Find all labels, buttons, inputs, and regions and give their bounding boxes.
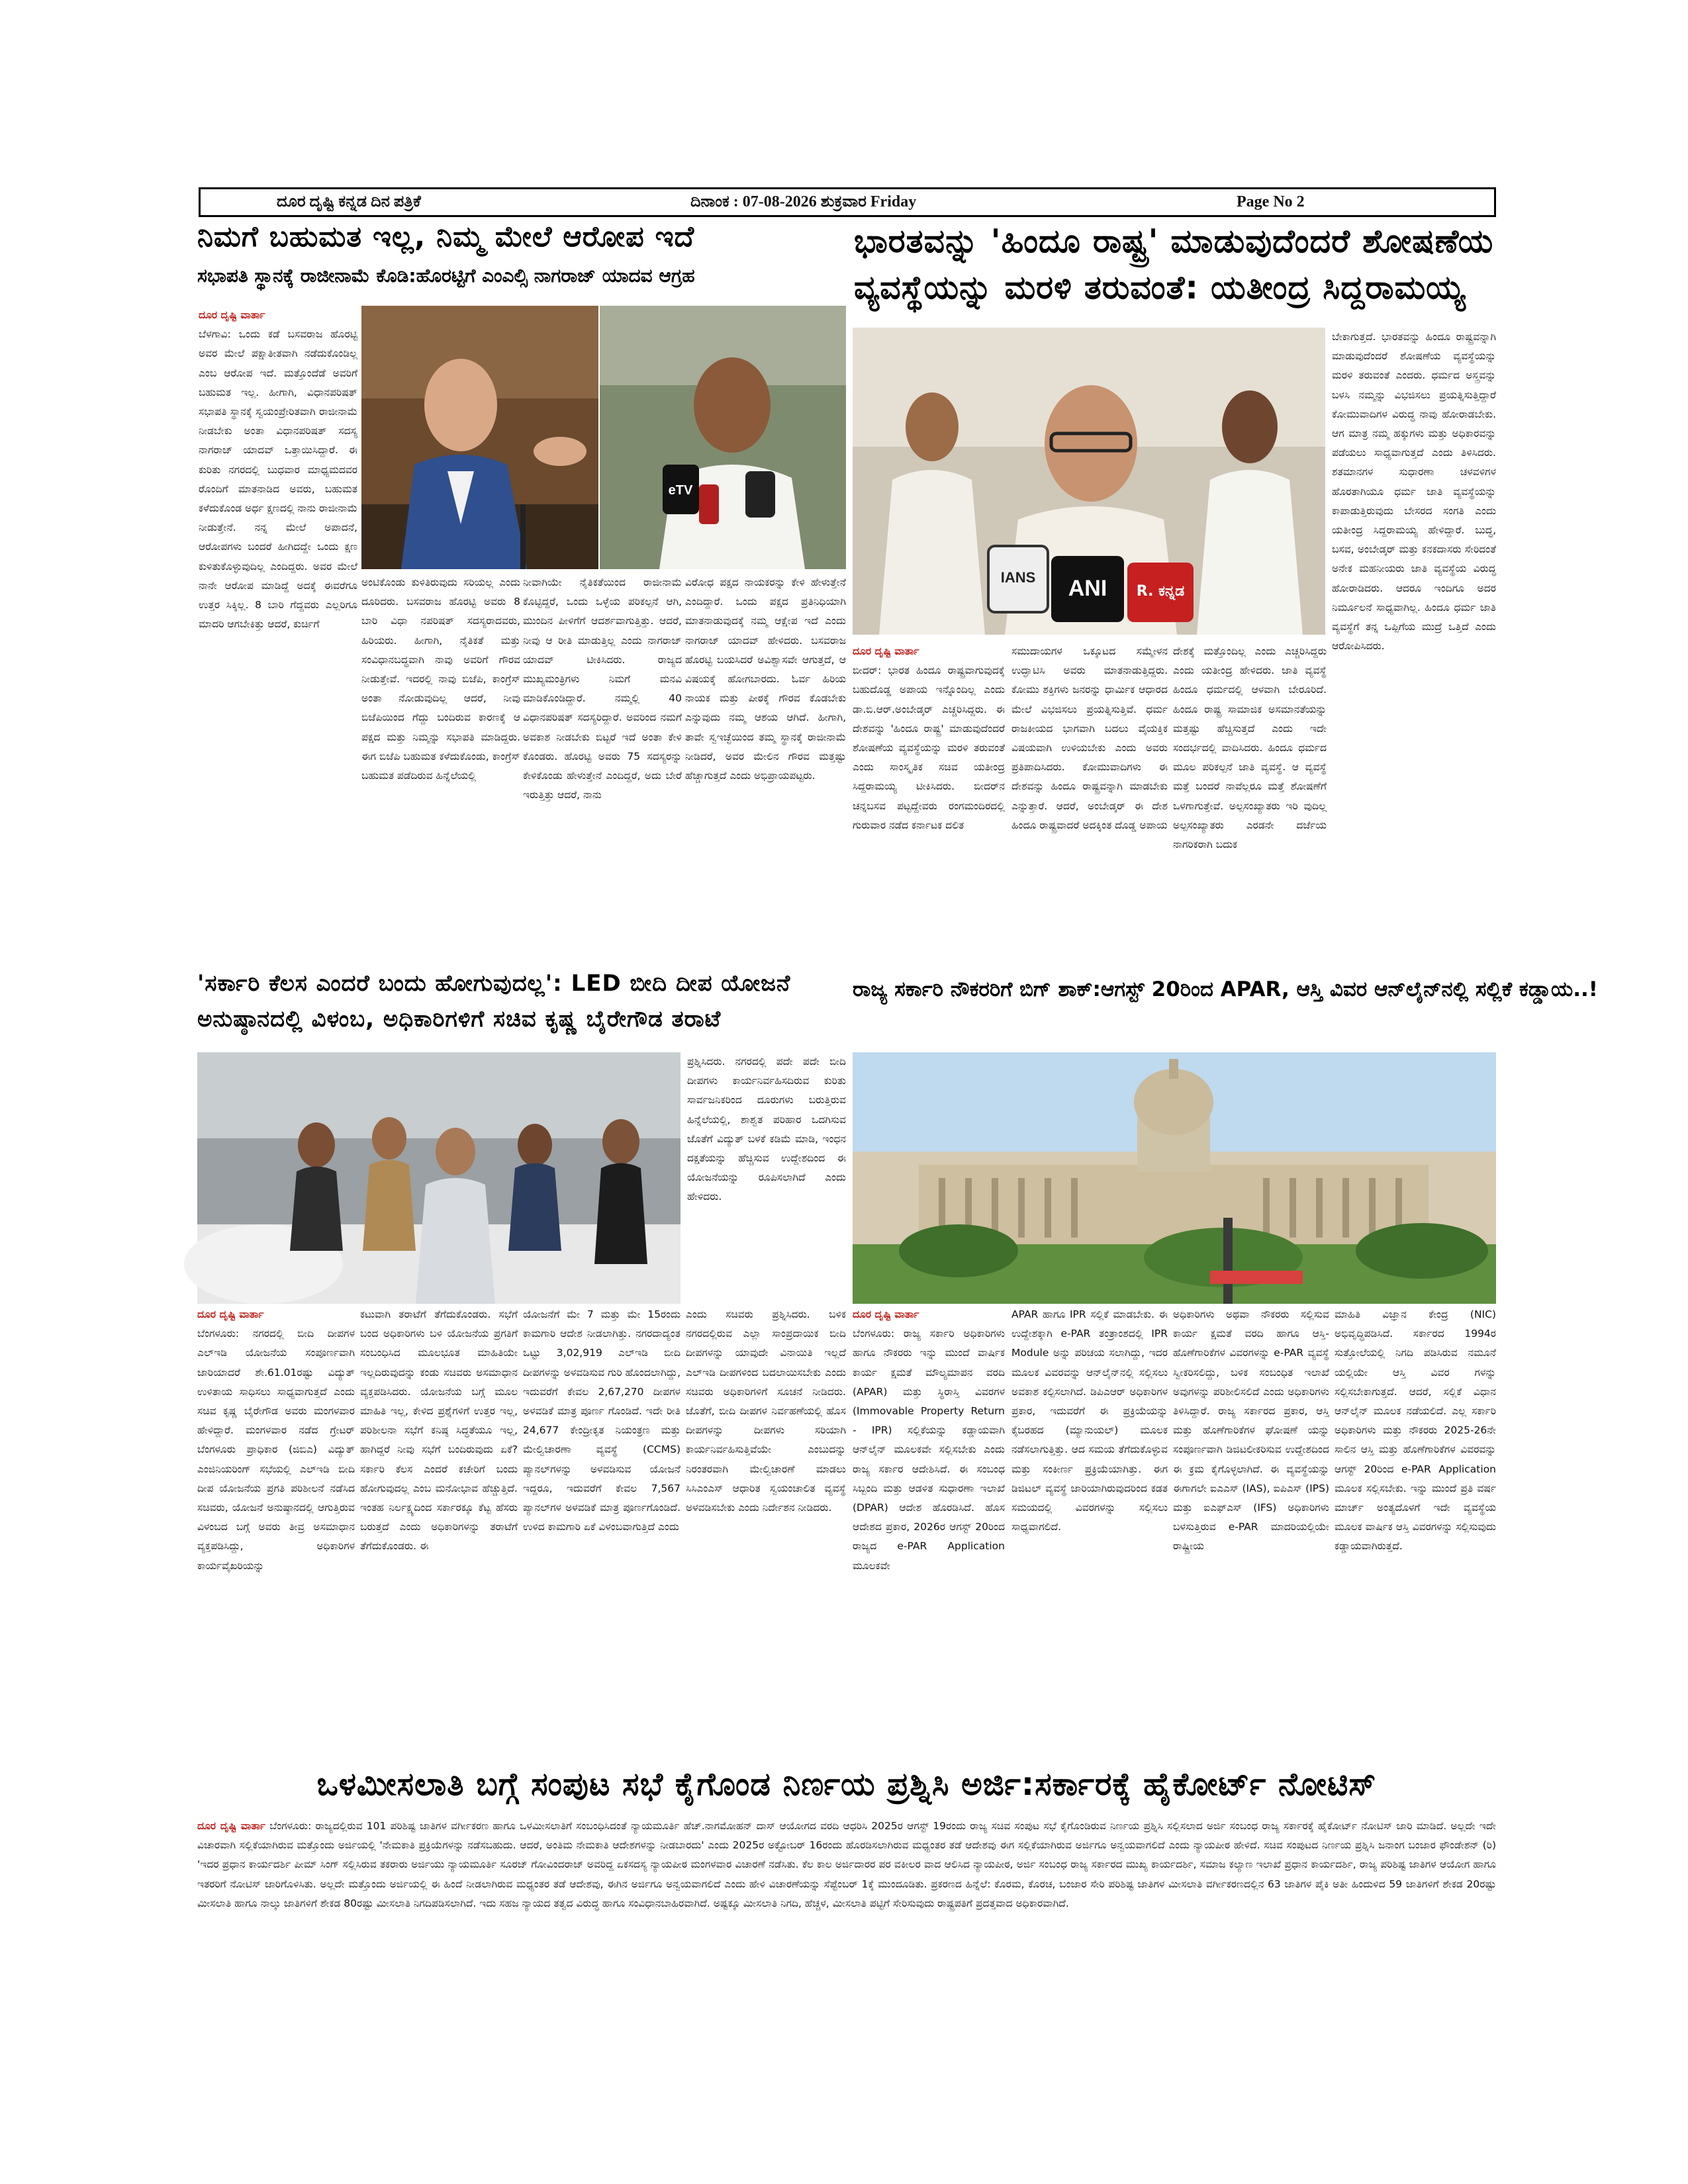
story2-photo-yathindra: [853, 328, 1325, 635]
story3-headline-line2: ಅನುಷ್ಠಾನದಲ್ಲಿ ವಿಳಂಬ, ಅಧಿಕಾರಿಗಳಿಗೆ ಸಚಿವ ಕೃಷ್ಣ ಬೈರೇಗೌಡ ತರಾಟೆ: [197, 1006, 722, 1032]
story1-photo-nagaraj: [600, 306, 846, 569]
mic-ians-label: IANS: [1000, 569, 1036, 586]
story1-column-4: ವಿರೋಧ ಪಕ್ಷದ ನಾಯಕರನ್ನು ಕೇಳಿ ಹೇಳುತ್ತೇನೆ ಎಂದಿದ್ದಾರೆ. ಒಂದು ಪಕ್ಷದ ಪ್ರತಿನಿಧಿಯಾಗಿ ಮಾತನಾಡುವುದಕ್ಕೆ ನಮ್ಮ ಆಕ್ಷೇಪ ಇದೆ ಎಂದು ನಾಗರಾಜ್ ಯಾದವ್ ಹೇಳಿದರು. ಬಸವರಾಜ ಹೊರಟ್ಟಿ ಬಯಸಿದರೆ ಅವಿಶ್ವಾಸವೇ ಆಗುತ್ತದೆ, ಆ ವಿಷಯಕ್ಕೆ ಹೋಗಬಾರದು. ಓರ್ವ ಹಿರಿಯ ನಾಯಕ ಮತ್ತು ಪೀಠಕ್ಕೆ ಗೌರವ ಕೊಡಬೇಕು ಎನ್ನುವುದು ನಮ್ಮ ಆಶಯ ಆಗಿದೆ. ಹೀಗಾಗಿ, ತಾವೇ ಸ್ವಇಚ್ಛೆಯಿಂದ ತಮ್ಮ ಸ್ಥಾನಕ್ಕೆ ರಾಜೀನಾಮೆ ನೀಡಿದರೆ, ಅವರ ಮೇಲಿನ ಗೌರವ ಮತ್ತಷ್ಟು ಹೆಚ್ಚಾಗುತ್ತದೆ ಎಂದು ಅಭಿಪ್ರಾಯಪಟ್ಟರು.: [685, 576, 846, 782]
page-number: Page No 2: [1237, 193, 1305, 210]
story1-photo-horatti: [361, 306, 598, 569]
mic-logo-text: eTV: [668, 483, 693, 498]
story4-column-1: ದೂರ ದೃಷ್ಟಿ ವಾರ್ತಾ ಬೆಂಗಳೂರು: ರಾಜ್ಯ ಸರ್ಕಾರಿ ಅಧಿಕಾರಿಗಳು ಹಾಗೂ ನೌಕರರು ಇನ್ನು ಮುಂದೆ ವಾರ್ಷಿಕ ಕಾರ್ಯ ಕ್ಷಮತೆ ಮೌಲ್ಯಮಾಪನ ವರದಿ (APAR) ಮತ್ತು ಸ್ಥಿರಾಸ್ತಿ ವಿವರಗಳ (Immovable Property Return - IPR) ಸಲ್ಲಿಕೆಯನ್ನು ಕಡ್ಡಾಯವಾಗಿ ಆನ್‌ಲೈನ್ ಮೂಲಕವೇ ಸಲ್ಲಿಸಬೇಕು ಎಂದು ರಾಜ್ಯ ಸರ್ಕಾರ ಆದೇಶಿಸಿದೆ. ಈ ಸಂಬಂಧ ಸಿಬ್ಬಂದಿ ಮತ್ತು ಆಡಳಿತ ಸುಧಾರಣಾ ಇಲಾಖೆ (DPAR) ಆದೇಶ ಹೊರಡಿಸಿದೆ. ಹೊಸ ಆದೇಶದ ಪ್ರಕಾರ, 2026ರ ಆಗಸ್ಟ್ 20ರಿಂದ ರಾಜ್ಯದ e-PAR Application ಮೂಲಕವೇ: [853, 1308, 1005, 1572]
story4-column-4: ಮಾಹಿತಿ ವಿಜ್ಞಾನ ಕೇಂದ್ರ (NIC) ಅಭಿವೃದ್ಧಿಪಡಿಸಿದೆ. ಸರ್ಕಾರದ 1994ರ ಸುತ್ತೋಲೆಯಲ್ಲಿ ನಿಗದಿ ಪಡಿಸಿರುವ ನಮೂನೆ ಯಲ್ಲಿಯೇ ಆಸ್ತಿ ವಿವರ ಗಳನ್ನು ಸಲ್ಲಿಸಬೇಕಾಗುತ್ತದೆ. ಆದರೆ, ಸಲ್ಲಿಕೆ ವಿಧಾನ ಆನ್‌ಲೈನ್ ಮೂಲಕ ನಡೆಯಲಿದೆ. ಎಲ್ಲ ಸರ್ಕಾರಿ ಅಧಿಕಾರಿಗಳು ಮತ್ತು ನೌಕರರು 2025-26ನೇ ಸಾಲಿನ ಆಸ್ತಿ ಮತ್ತು ಹೊಣೆಗಾರಿಕೆಗಳ ವಿವರವನ್ನು ಆಗಸ್ಟ್ 20ರಿಂದ e-PAR Application ಮೂಲಕ ಸಲ್ಲಿಸಬೇಕು. ಇನ್ನು ಮುಂದೆ ಪ್ರತಿ ವರ್ಷ ಮಾರ್ಚ್ ಅಂತ್ಯದೊಳಗೆ ಇದೇ ವ್ಯವಸ್ಥೆಯ ಮೂಲಕ ವಾರ್ಷಿಕ ಆಸ್ತಿ ವಿವರಗಳನ್ನು ಸಲ್ಲಿಸುವುದು ಕಡ್ಡಾಯವಾಗಿರುತ್ತದೆ.: [1335, 1308, 1496, 1553]
story3-column-4: ಎಂದು ಸಚಿವರು ಪ್ರಶ್ನಿಸಿದರು. ಬಳಿಕ ನಗರದಲ್ಲಿರುವ ಎಲ್ಲಾ ಸಾಂಪ್ರದಾಯಿಕ ಬೀದಿ ದೀಪಗಳನ್ನು ಯಾವುದೇ ವಿನಾಯಿತಿ ಇಲ್ಲದೆ ಎಲ್‌ಇಡಿ ದೀಪಗಳಿಂದ ಬದಲಾಯಿಸಬೇಕು ಎಂದು ಸಚಿವರು ಅಧಿಕಾರಿಗಳಿಗೆ ಸೂಚನೆ ನೀಡಿದರು. ಜೊತೆಗೆ, ಬೀದಿ ದೀಪಗಳ ನಿರ್ವಹಣೆಯಲ್ಲಿ ಹೊಸ ದೀಪಗಳನ್ನು ದೀಪಗಳು ಸರಿಯಾಗಿ ಕಾರ್ಯನಿರ್ವಹಿಸುತ್ತಿವೆಯೇ ಎಂಬುದನ್ನು ನಿರಂತರವಾಗಿ ಮೇಲ್ವಿಚಾರಣೆ ಮಾಡಲು ಸಿಸಿಎಂಎಸ್ ಆಧಾರಿತ ಸ್ವಯಂಚಾಲಿತ ವ್ಯವಸ್ಥೆ ಅಳವಡಿಸಬೇಕು ಎಂದು ನಿರ್ದೇಶನ ನೀಡಿದರು.: [686, 1308, 846, 1514]
story5-body: ದೂರ ದೃಷ್ಟಿ ವಾರ್ತಾ ಬೆಂಗಳೂರು: ರಾಜ್ಯದಲ್ಲಿರುವ 101 ಪರಿಶಿಷ್ಟ ಜಾತಿಗಳ ವರ್ಗೀಕರಣ ಹಾಗೂ ಒಳಮೀಸಲಾತಿಗೆ ಸಂಬಂಧಿಸಿದಂತೆ ನ್ಯಾಯಮೂರ್ತಿ ಹೆಚ್.ನಾಗಮೋಹನ್ ದಾಸ್ ಆಯೋಗದ ವರದಿ ಆಧರಿಸಿ 2025ರ ಆಗಸ್ಟ್ 19ರಂದು ರಾಜ್ಯ ಸಚಿವ ಸಂಪುಟ ಸಭೆ ಕೈಗೊಂಡಿರುವ ನಿರ್ಣಯ ಪ್ರಶ್ನಿಸಿ ಸಲ್ಲಿಸಲಾದ ಅರ್ಜಿ ಸಂಬಂಧ ರಾಜ್ಯ ಸರ್ಕಾರಕ್ಕೆ ಹೈಕೋರ್ಟ್ ನೋಟಿಸ್ ಜಾರಿ ಮಾಡಿದೆ. ಅಲ್ಲದೇ ಇದೇ ವಿಚಾರವಾಗಿ ಸಲ್ಲಿಕೆಯಾಗಿರುವ ಮತ್ತೊಂದು ಅರ್ಜಿಯಲ್ಲಿ 'ನೇಮಕಾತಿ ಪ್ರಕ್ರಿಯೆಗಳನ್ನು ನಡೆಸಬಹುದು. ಆದರೆ, ಅಂತಿಮ ನೇಮಕಾತಿ ಆದೇಶಗಳನ್ನು ನೀಡಬಾರದು' ಎಂದು 2025ರ ಅಕ್ಟೋಬರ್ 16ರಂದು ಹೊರಡಿಸಲಾಗಿರುವ ಮಧ್ಯಂತರ ತಡೆ ಆದೇಶವು ಈಗ ಸಲ್ಲಿಕೆಯಾಗಿರುವ ಅರ್ಜಿಗೂ ಅನ್ವಯವಾಗಲಿದೆ ಎಂದು ನ್ಯಾಯಪೀಠ ಹೇಳಿದೆ. ಸಚಿವ ಸಂಪುಟದ ನಿರ್ಣಯ ಪ್ರಶ್ನಿಸಿ ಜನಾಂಗ ಬಂಜಾರ ಫೌಂಡೇಶನ್ (ರಿ) 'ಇದರ ಪ್ರಧಾನ ಕಾರ್ಯದರ್ಶಿ ಪೀಮ್ ಸಿಂಗ್ ಸಲ್ಲಿಸಿರುವ ತಕರಾರು ಅರ್ಜಿಯು ನ್ಯಾಯಮೂರ್ತಿ ಸೂರಜ್ ಗೋವಿಂದರಾಜ್ ಅವರಿದ್ದ ಏಕಸದಸ್ಯ ನ್ಯಾಯಪೀಠ ಮಂಗಳವಾರ ವಿಚಾರಣೆ ನಡೆಸಿತು. ಕೆಲ ಕಾಲ ಅರ್ಜಿದಾರರ ಪರ ವಕೀಲರ ವಾದ ಆಲಿಸಿದ ನ್ಯಾಯಪೀಠ, ಅರ್ಜಿ ಸಂಬಂಧ ರಾಜ್ಯ ಸರ್ಕಾರದ ಮುಖ್ಯ ಕಾರ್ಯದರ್ಶಿ, ಸಮಾಜ ಕಲ್ಯಾಣ ಇಲಾಖೆ ಪ್ರಧಾನ ಕಾರ್ಯದರ್ಶಿ, ರಾಜ್ಯ ಪರಿಶಿಷ್ಟ ಜಾತಿಗಳ ಆಯೋಗ ಹಾಗೂ ಇತರರಿಗೆ ನೋಟಿಸ್ ಜಾರಿಗೊಳಿಸಿತು. ಅಲ್ಲದೇ ಮತ್ತೊಂದು ಅರ್ಜಿಯಲ್ಲಿ ಈ ಹಿಂದೆ ನೀಡಲಾಗಿರುವ ಮಧ್ಯಂತರ ತಡೆ ಆದೇಶವು, ಈಗಿನ ಅರ್ಜಿಗೂ ಅನ್ವಯವಾಗಲಿದೆ ಎಂದು ಹೇಳಿ ವಿಚಾರಣೆಯನ್ನು ಸೆಪ್ಟೆಂಬರ್ 1ಕ್ಕೆ ಮುಂದೂಡಿತು. ಪ್ರಕರಣದ ಹಿನ್ನೆಲೆ: ಕೊರಮ, ಕೊರಚ, ಬಂಜಾರ ಸೇರಿ ಪರಿಶಿಷ್ಟ ಜಾತಿಗಳ ಮೀಸಲಾತಿ ವರ್ಗೀಕರಣದಲ್ಲಿನ 63 ಜಾತಿಗಳ ಪೈಕಿ ಅತೀ ಹಿಂದುಳಿದ 59 ಜಾತಿಗಳಿಗೆ ಶೇಕಡ 20ರಷ್ಟು ಮೀಸಲಾತಿ ಹಾಗೂ ನಾಲ್ಕು ಜಾತಿಗಳಿಗೆ ಶೇಕಡ 80ರಷ್ಟು ಮೀಸಲಾತಿ ನಿಗದಿಪಡಿಸಲಾಗಿದೆ. ಇದು ಸಹಜ ನ್ಯಾಯದ ತತ್ವದ ವಿರುದ್ಧ ಹಾಗೂ ಸಂವಿಧಾನಬಾಹಿರವಾಗಿದೆ. ಅಷ್ಟಕ್ಕೂ ಮೀಸಲಾತಿ ನಿಗದಿ, ಹೆಚ್ಚಳ, ಮೀಸಲಾತಿ ಪಟ್ಟಿಗೆ ಸೇರಿಸುವುದು ರಾಷ್ಟ್ರಪತಿಗೆ ಪ್ರದತ್ತವಾದ ಅಧಿಕಾರವಾಗಿದೆ.: [197, 1820, 1497, 1909]
mic-r-kannada-label: R. ಕನ್ನಡ: [1136, 583, 1185, 600]
story4-column-3: ಅಧಿಕಾರಿಗಳು ಅಥವಾ ನೌಕರರು ಸಲ್ಲಿಸುವ ಕಾರ್ಯ ಕ್ಷಮತೆ ವರದಿ ಹಾಗೂ ಆಸ್ತಿ-ಹೊಣೆಗಾರಿಕೆಗಳ ವಿವರಗಳನ್ನು e-PAR ವ್ಯವಸ್ಥೆ ಸ್ವೀಕರಿಸಲಿದ್ದು, ಬಳಿಕ ಸಂಬಂಧಿತ ಇಲಾಖೆ ಅವುಗಳನ್ನು ಪರಿಶೀಲಿಸಲಿದೆ ಎಂದು ಅಧಿಕಾರಿಗಳು ತಿಳಿಸಿದ್ದಾರೆ. ರಾಜ್ಯ ಸರ್ಕಾರದ ಪ್ರಕಾರ, ಆಸ್ತಿ ಮತ್ತು ಹೊಣೆಗಾರಿಕೆಗಳ ಘೋಷಣೆ ಯನ್ನು ಸಂಪೂರ್ಣವಾಗಿ ಡಿಜಿಟಲೀಕರಿಸುವ ಉದ್ದೇಶದಿಂದ ಈ ಕ್ರಮ ಕೈಗೊಳ್ಳಲಾಗಿದೆ. ಈ ವ್ಯವಸ್ಥೆಯನ್ನು ಈಗಾಗಲೇ ಐಎಎಸ್ (IAS), ಐಪಿಎಸ್ (IPS) ಮತ್ತು ಐಎಫ್ಎಸ್ (IFS) ಅಧಿಕಾರಿಗಳು ಬಳಸುತ್ತಿರುವ e-PAR ಮಾದರಿಯಲ್ಲಿಯೇ ರಾಷ್ಟ್ರೀಯ: [1173, 1308, 1329, 1553]
story2-headline-line1: ಭಾರತವನ್ನು 'ಹಿಂದೂ ರಾಷ್ಟ್ರ' ಮಾಡುವುದೆಂದರೆ ಶೋಷಣೆಯ: [854, 222, 1494, 260]
story3-photo-minister: [197, 1052, 680, 1304]
story2-column-3: ದೇಶಕ್ಕೆ ಮತ್ತೊಂದಿಲ್ಲ ಎಂದು ಎಚ್ಚರಿಸಿದ್ದರು ಎಂದು ಯತೀಂದ್ರ ಹೇಳಿದರು. ಜಾತಿ ವ್ಯವಸ್ಥೆ ಹಿಂದೂ ಧರ್ಮದಲ್ಲಿ ಆಳವಾಗಿ ಬೇರೂರಿದೆ. ಹಿಂದೂ ರಾಷ್ಟ್ರ ಸಾಮಾಜಿಕ ಅಸಮಾನತೆಯನ್ನು ಮತ್ತಷ್ಟು ಹೆಚ್ಚಿಸುತ್ತದೆ ಎಂದು ಇದೇ ಸಂದರ್ಭದಲ್ಲಿ ವಾದಿಸಿದರು. ಹಿಂದೂ ಧರ್ಮದ ಮೂಲ ಪರಿಕಲ್ಪನೆ ಜಾತಿ ವ್ಯವಸ್ಥೆ. ಆ ವ್ಯವಸ್ಥೆ ಮತ್ತೆ ಬಂದರೆ ನಾವೆಲ್ಲರೂ ಮತ್ತೆ ಶೋಷಣೆಗೆ ಒಳಗಾಗುತ್ತೇವೆ. ಅಲ್ಪಸಂಖ್ಯಾತರು ಇರಿ ವುದಿಲ್ಲ ಅಲ್ಪಸಂಖ್ಯಾತರು ಎರಡನೇ ದರ್ಜೆಯ ನಾಗರಿಕರಾಗಿ ಬದುಕ: [1173, 645, 1327, 851]
story2-headline-line2: ವ್ಯವಸ್ಥೆಯನ್ನು ಮರಳಿ ತರುವಂತೆ: ಯತೀಂದ್ರ ಸಿದ್ದರಾಮಯ್ಯ: [854, 269, 1466, 306]
masthead-bar: [199, 187, 1496, 217]
story4-photo-vidhana-soudha: [853, 1052, 1496, 1304]
story2-column-2: ಸಮುದಾಯಗಳ ಒಕ್ಕೂಟದ ಸಮ್ಮೇಳನ ಉದ್ಘಾಟಿಸಿ ಅವರು ಮಾತನಾಡುತ್ತಿದ್ದರು. ಕೋಮು ಶಕ್ತಿಗಳು ಜನರನ್ನು ಧಾರ್ಮಿಕ ಆಧಾರದ ಮೇಲೆ ವಿಭಜಿಸಲು ಪ್ರಯತ್ನಿಸುತ್ತಿವೆ. ಧರ್ಮ ರಾಜಕೀಯದ ಭಾಗವಾಗಿ ಬದಲು ವೈಯಕ್ತಿಕ ವಿಷಯವಾಗಿ ಉಳಿಯಬೇಕು ಎಂದು ಅವರು ಪ್ರತಿಪಾದಿಸಿದರು. ಕೋಮುವಾದಿಗಳು ಈ ದೇಶವನ್ನು ಹಿಂದೂ ರಾಷ್ಟ್ರವನ್ನಾಗಿ ಮಾಡಬೇಕು ಎನ್ನುತ್ತಾರೆ. ಆದರೆ, ಅಂಬೇಡ್ಕರ್ ಈ ದೇಶ ಹಿಂದೂ ರಾಷ್ಟ್ರವಾದರೆ ಅದಕ್ಕಿಂತ ದೊಡ್ಡ ಅಪಾಯ: [1011, 645, 1168, 831]
story3-column-2: ಕಟುವಾಗಿ ತರಾಟೆಗೆ ತೆಗೆದುಕೊಂಡರು. ಸಭೆಗೆ ಬಂದ ಅಧಿಕಾರಿಗಳು ಬಳಿ ಯೋಜನೆಯ ಪ್ರಗತಿಗೆ ಸಂಬಂಧಿಸಿದ ಮೂಲಭೂತ ಮಾಹಿತಿಯೇ ಇಲ್ಲದಿರುವುದನ್ನು ಕಂಡು ಸಚಿವರು ಅಸಮಾಧಾನ ವ್ಯಕ್ತಪಡಿಸಿದರು. ಯೋಜನೆಯ ಬಗ್ಗೆ ಮೂಲ ಮಾಹಿತಿ ಇಲ್ಲ, ಕೇಳಿದ ಪ್ರಶ್ನೆಗಳಿಗೆ ಉತ್ತರ ಇಲ್ಲ, ಪರಿಶೀಲನಾ ಸಭೆಗೆ ಕನಿಷ್ಠ ಸಿದ್ಧತೆಯೂ ಇಲ್ಲ, ಹಾಗಿದ್ದರೆ ನೀವು ಸಭೆಗೆ ಬಂದಿರುವುದು ಏಕೆ? ಸರ್ಕಾರಿ ಕೆಲಸ ಎಂದರೆ ಕಚೇರಿಗೆ ಬಂದು ಹೋಗುವುದಲ್ಲ ಎಂಬ ಮನೋಭಾವ ಹೆಚ್ಚುತ್ತಿದೆ. ಇಂತಹ ನಿರ್ಲಕ್ಷ್ಯದಿಂದ ಸರ್ಕಾರಕ್ಕೂ ಕೆಟ್ಟ ಹೆಸರು ಬರುತ್ತದೆ ಎಂದು ಅಧಿಕಾರಿಗಳನ್ನು ತರಾಟೆಗೆ ತೆಗೆದುಕೊಂಡರು. ಈ: [360, 1308, 518, 1553]
story3-column-1: ದೂರ ದೃಷ್ಟಿ ವಾರ್ತಾ ಬೆಂಗಳೂರು: ನಗರದಲ್ಲಿ ಬೀದಿ ದೀಪಗಳ ಎಲ್‌ಇಡಿ ಯೋಜನೆಯ ಸಂಪೂರ್ಣವಾಗಿ ಜಾರಿಯಾದರೆ ಶೇ.61.01ರಷ್ಟು ವಿದ್ಯುತ್ ಉಳಿತಾಯ ಸಾಧಿಸಲು ಸಾಧ್ಯವಾಗುತ್ತದೆ ಎಂದು ಸಚಿವ ಕೃಷ್ಣ ಬೈರೇಗೌಡ ಅವರು ಮಂಗಳವಾರ ಹೇಳಿದ್ದಾರೆ. ಮಂಗಳವಾರ ನಡೆದ ಗ್ರೇಟರ್ ಬೆಂಗಳೂರು ಪ್ರಾಧಿಕಾರ (ಜಿಬಿಎ) ವಿದ್ಯುತ್ ಎಂಜಿನಿಯರಿಂಗ್ ಸಭೆಯಲ್ಲಿ ಎಲ್‌ಇಡಿ ಬೀದಿ ದೀಪ ಯೋಜನೆಯ ಪ್ರಗತಿ ಪರಿಶೀಲನೆ ನಡೆಸಿದ ಸಚಿವರು, ಯೋಜನೆ ಅನುಷ್ಠಾನದಲ್ಲಿ ಆಗುತ್ತಿರುವ ವಿಳಂಬದ ಬಗ್ಗೆ ಅವರು ತೀವ್ರ ಅಸಮಾಧಾನ ವ್ಯಕ್ತಪಡಿಸಿದ್ದು, ಅಧಿಕಾರಿಗಳ ಕಾರ್ಯವೈಖರಿಯನ್ನು: [197, 1308, 355, 1572]
story2-column-1: ದೂರ ದೃಷ್ಟಿ ವಾರ್ತಾ ಬೀದರ್: ಭಾರತ ಹಿಂದೂ ರಾಷ್ಟ್ರವಾಗುವುದಕ್ಕೆ ಬಹುದೊಡ್ಡ ಅಪಾಯ ಇನ್ನೊಂದಿಲ್ಲ ಎಂದು ಡಾ.ಬಿ.ಆರ್.ಅಂಬೇಡ್ಕರ್ ಎಚ್ಚರಿಸಿದ್ದರು. ಈ ದೇಶವನ್ನು 'ಹಿಂದೂ ರಾಷ್ಟ್ರ' ಮಾಡುವುದೆಂದರೆ ಶೋಷಣೆಯ ವ್ಯವಸ್ಥೆಯನ್ನು ಮರಳಿ ತರುವಂತೆ ಎಂದು ಸಾಂಸ್ಕೃತಿಕ ಸಚಿವ ಯತೀಂದ್ರ ಸಿದ್ದರಾಮಯ್ಯ ಟೀಕಿಸಿದರು. ಬೀದರ್‌ನ ಚನ್ನಬಸವ ಪಟ್ಟದ್ದೇವರು ರಂಗಮಂದಿರದಲ್ಲಿ ಗುರುವಾರ ನಡೆದ ಕರ್ನಾಟಕ ದಲಿತ: [853, 645, 1005, 831]
story3-headline-line1: 'ಸರ್ಕಾರಿ ಕೆಲಸ ಎಂದರೆ ಬಂದು ಹೋಗುವುದಲ್ಲ': LED ಬೀದಿ ದೀಪ ಯೋಜನೆ: [197, 970, 791, 997]
story3-column-right: ಪ್ರಶ್ನಿಸಿದರು. ನಗರದಲ್ಲಿ ಪದೇ ಪದೇ ಬೀದಿ ದೀಪಗಳು ಕಾರ್ಯನಿರ್ವಹಿಸದಿರುವ ಕುರಿತು ಸಾರ್ವಜನಿಕರಿಂದ ದೂರುಗಳು ಬರುತ್ತಿರುವ ಹಿನ್ನೆಲೆಯಲ್ಲಿ, ಶಾಶ್ವತ ಪರಿಹಾರ ಒದಗಿಸುವ ಜೊತೆಗೆ ವಿದ್ಯುತ್ ಬಳಕೆ ಕಡಿಮೆ ಮಾಡಿ, ಇಂಧನ ದಕ್ಷತೆಯನ್ನು ಹೆಚ್ಚಿಸುವ ಉದ್ದೇಶದಿಂದ ಈ ಯೋಜನೆಯನ್ನು ರೂಪಿಸಲಾಗಿದೆ ಎಂದು ಹೇಳಿದರು.: [687, 1056, 846, 1203]
story4-column-2: APAR ಹಾಗೂ IPR ಸಲ್ಲಿಕೆ ಮಾಡಬೇಕು. ಈ ಉದ್ದೇಶಕ್ಕಾಗಿ e-PAR ತಂತ್ರಾಂಶದಲ್ಲಿ IPR Module ಅನ್ನು ಪರಿಚಯ ಸಲಾಗಿದ್ದು, ಇದರ ಮೂಲಕ ವಿವರವನ್ನು ಆನ್‌ಲೈನ್‌ನಲ್ಲಿ ಸಲ್ಲಿಸಲು ಅವಕಾಶ ಕಲ್ಪಿಸಲಾಗಿದೆ. ಡಿಪಿಎಆರ್ ಅಧಿಕಾರಿಗಳ ಪ್ರಕಾರ, ಇದುವರೆಗೆ ಈ ಪ್ರಕ್ರಿಯೆಯನ್ನು ಕೈಬರಹದ (ಮ್ಯಾನುಯಲ್) ಮೂಲಕ ನಡೆಸಲಾಗುತ್ತಿತ್ತು. ಆದ ಸಮಯ ತೆಗೆದುಕೊಳ್ಳುವ ಮತ್ತು ಸಂಕೀರ್ಣ ಪ್ರಕ್ರಿಯೆಯಾಗಿತ್ತು. ಈಗ ಡಿಜಿಟಲ್ ವ್ಯವಸ್ಥೆ ಜಾರಿಯಾಗಿರುವುದರಿಂದ ಕಡತ ಸಮಯದಲ್ಲಿ ವಿವರಗಳನ್ನು ಸಲ್ಲಿಸಲು ಸಾಧ್ಯವಾಗಲಿದೆ.: [1011, 1308, 1168, 1533]
story1-column-1: ದೂರ ದೃಷ್ಟಿ ವಾರ್ತಾ ಬೆಳಗಾವಿ: ಒಂದು ಕಡೆ ಬಸವರಾಜ ಹೊರಟ್ಟಿ ಅವರ ಮೇಲೆ ಪಕ್ಷಾತೀತವಾಗಿ ನಡೆದುಕೊಂಡಿಲ್ಲ ಎಂಬ ಆರೋಪ ಇದೆ. ಮತ್ತೊಂದೆಡೆ ಅವರಿಗೆ ಬಹುಮತ ಇಲ್ಲ. ಹೀಗಾಗಿ, ವಿಧಾನಪರಿಷತ್ ಸಭಾಪತಿ ಸ್ಥಾನಕ್ಕೆ ಸ್ವಯಂಪ್ರೇರಿತವಾಗಿ ರಾಜೀನಾಮೆ ನೀಡಬೇಕು ಅಂತಾ ವಿಧಾನಪರಿಷತ್ ಸದಸ್ಯ ನಾಗರಾಜ್ ಯಾದವ್ ಒತ್ತಾಯಿಸಿದ್ದಾರೆ. ಈ ಕುರಿತು ನಗರದಲ್ಲಿ ಬುಧವಾರ ಮಾಧ್ಯಮದವರ ರೊಂದಿಗೆ ಮಾತನಾಡಿದ ಅವರು, ಬಹುಮತ ಕಳೆದುಕೊಂಡ ಅರ್ಧ ಕ್ಷಣದಲ್ಲಿ ನಾನು ರಾಜೀನಾಮೆ ನೀಡುತ್ತೇನೆ. ನನ್ನ ಮೇಲೆ ಅಪಾದನೆ, ಆರೋಪಗಳು ಬಂದರೆ ಹೀಗಿದದ್ದೇ ಒಂದು ಕ್ಷಣ ಕುಳಿತುಕೊಳ್ಳುವುದಿಲ್ಲ ಎಂದಿದ್ದರು. ಅವರ ಮೇಲೆ ನಾನೇ ಆರೋಪ ಮಾಡಿದ್ದೆ ಅದಕ್ಕೆ ಈವರೆಗೂ ಉತ್ತರ ಸಿಕ್ಕಿಲ್ಲ. 8 ಬಾರಿ ಗೆದ್ದವರು ಎಲ್ಲರಿಗೂ ಮಾದರಿ ಆಗಬೇಕಿತ್ತು ಆದರೆ, ಕುರ್ಚಿಗೆ: [199, 309, 357, 631]
story1-headline: ನಿಮಗೆ ಬಹುಮತ ಇಲ್ಲ, ನಿಮ್ಮ ಮೇಲೆ ಆರೋಪ ಇದೆ: [197, 220, 695, 253]
story1-subhead: ಸಭಾಪತಿ ಸ್ಥಾನಕ್ಕೆ ರಾಜೀನಾಮೆ ಕೊಡಿ:ಹೊರಟ್ಟಿಗೆ ಎಂಎಲ್ಸಿ ನಾಗರಾಜ್ ಯಾದವ ಆಗ್ರಹ: [197, 265, 695, 287]
story2-column-right: ಬೇಕಾಗುತ್ತದೆ. ಭಾರತವನ್ನು ಹಿಂದೂ ರಾಷ್ಟ್ರವನ್ನಾಗಿ ಮಾಡುವುದೆಂದರೆ ಶೋಷಣೆಯ ವ್ಯವಸ್ಥೆಯನ್ನು ಮರಳಿ ತರುವಂತೆ ಎಂದರು. ಧರ್ಮದ ಅಸ್ತ್ರವನ್ನು ಬಳಸಿ ನಮ್ಮನ್ನು ವಿಭಜಿಸಲು ಪ್ರಯತ್ನಿಸುತ್ತಿದ್ದಾರೆ ಕೋಮುವಾದಿಗಳ ವಿರುದ್ಧ ನಾವು ಹೋರಾಡಬೇಕು. ಆಗ ಮಾತ್ರ ನಮ್ಮ ಹಕ್ಕುಗಳು ಮತ್ತು ಅಧಿಕಾರವನ್ನು ಪಡೆಯಲು ಸಾಧ್ಯವಾಗುತ್ತದೆ ಎಂದು ತಿಳಿಸಿದರು. ಶತಮಾನಗಳ ಸುಧಾರಣಾ ಚಳವಳಿಗಳ ಹೊರತಾಗಿಯೂ ಧರ್ಮ ಜಾತಿ ವ್ಯವಸ್ಥೆಯನ್ನು ಕಾಪಾಡುತ್ತಿರುವುದು ಬೇಸರದ ಸಂಗತಿ ಎಂದು ಯತೀಂದ್ರ ಸಿದ್ದರಾಮಯ್ಯ ಹೇಳಿದ್ದಾರೆ. ಬುದ್ಧ, ಬಸವ, ಅಂಬೇಡ್ಕರ್ ಮತ್ತು ಕನಕದಾಸರು ಸೇರಿದಂತೆ ಅನೇಕ ಮಹನೀಯರು ಜಾತಿ ವ್ಯವಸ್ಥೆಯ ವಿರುದ್ಧ ಹೋರಾಡಿದರು. ಆದರೂ ಇಂದಿಗೂ ಅದರ ನಿರ್ಮೂಲನೆ ಸಾಧ್ಯವಾಗಿಲ್ಲ. ಹಿಂದೂ ಧರ್ಮ ಜಾತಿ ವ್ಯವಸ್ಥೆಗೆ ತನ್ನ ಒಪ್ಪಿಗೆಯ ಮುದ್ರೆ ಒತ್ತಿದೆ ಎಂದು ಆರೋಪಿಸಿದರು.: [1332, 331, 1496, 653]
story4-headline: ರಾಜ್ಯ ಸರ್ಕಾರಿ ನೌಕರರಿಗೆ ಬಿಗ್ ಶಾಕ್:ಆಗಸ್ಟ್ 20ರಿಂದ APAR, ಆಸ್ತಿ ವಿವರ ಆನ್‌ಲೈನ್‌ನಲ್ಲಿ ಸಲ್ಲಿಕೆ ಕಡ್ಡಾಯ..!: [853, 978, 1598, 1001]
story3-column-3: ಯೋಜನೆಗೆ ಮೇ 7 ಮತ್ತು ಮೇ 15ರಂದು ಕಾಮಗಾರಿ ಆದೇಶ ನೀಡಲಾಗಿತ್ತು. ನಗರದಾದ್ಯಂತ ಒಟ್ಟು 3,02,919 ಎಲ್‌ಇಡಿ ಬೀದಿ ದೀಪಗಳನ್ನು ಅಳವಡಿಸುವ ಗುರಿ ಹೊಂದಲಾಗಿದ್ದು, ಇದುವರೆಗೆ ಕೇವಲ 2,67,270 ದೀಪಗಳ ಅಳವಡಿಕೆ ಮಾತ್ರ ಪೂರ್ಣ ಗೊಂಡಿದೆ. ಇದೇ ರೀತಿ 24,677 ಕೇಂದ್ರೀಕೃತ ನಿಯಂತ್ರಣ ಮತ್ತು ಮೇಲ್ವಿಚಾರಣಾ ವ್ಯವಸ್ಥೆ (CCMS) ಪ್ಯಾನಲ್‌ಗಳನ್ನು ಅಳವಡಿಸುವ ಯೋಜನೆ ಇದ್ದರೂ, ಇದುವರೆಗೆ ಕೇವಲ 7,567 ಪ್ಯಾನಲ್‌ಗಳ ಅಳವಡಿಕೆ ಮಾತ್ರ ಪೂರ್ಣಗೊಂಡಿದೆ. ಉಳಿದ ಕಾಮಗಾರಿ ಏಕೆ ವಿಳಂಬವಾಗುತ್ತಿದೆ ಎಂದು: [523, 1308, 680, 1533]
issue-date: ದಿನಾಂಕ : 07-08-2026 ಶುಕ್ರವಾರ Friday: [690, 193, 917, 210]
byline: ದೂರ ದೃಷ್ಟಿ ವಾರ್ತಾ: [199, 309, 265, 321]
story1-column-2: ಅಂಟಿಕೊಂಡು ಕುಳಿತಿರುವುದು ಸರಿಯಲ್ಲ ಎಂದು ದೂರಿದರು. ಬಸವರಾಜ ಹೊರಟ್ಟಿ ಅವರು 8 ಬಾರಿ ವಿಧಾ ನಪರಿಷತ್ ಸದಸ್ಯರಾದವರು, ಹಿರಿಯರು. ಹೀಗಾಗಿ, ನೈತಿಕತೆ ಮತ್ತು ಸಂವಿಧಾನಬದ್ಧವಾಗಿ ನಾವು ಅವರಿಗೆ ಗೌರವ ನೀಡುತ್ತೇವೆ. ಇದರಲ್ಲಿ ನಾವು ಬಿಜೆಪಿ, ಕಾಂಗ್ರೆಸ್ ಅಂತಾ ನೋಡುವುದಿಲ್ಲ ಆದರೆ, ನೀವು ಬಿಜೆಪಿಯಿಂದ ಗೆದ್ದು ಬಂದಿರುವ ಕಾರಣಕ್ಕೆ ಆ ಪಕ್ಷದ ಮತ್ತು ನಿಮ್ಮನ್ನು ಸಭಾಪತಿ ಮಾಡಿದ್ದರು. ಈಗ ಬಿಜೆಪಿ ಬಹುಮತ ಕಳೆದುಕೊಂಡು, ಕಾಂಗ್ರೆಸ್ ಬಹುಮತ ಪಡೆದಿರುವ ಹಿನ್ನೆಲೆಯಲ್ಲಿ: [361, 576, 520, 782]
story1-column-3: ನೀವಾಗಿಯೇ ನೈತಿಕತೆಯಿಂದ ರಾಜೀನಾಮೆ ಕೊಟ್ಟಿದ್ದರೆ, ಒಂದು ಒಳ್ಳೆಯ ಪರಿಕಲ್ಪನೆ ಆಗಿ, ಮುಂದಿನ ಪೀಳಿಗೆಗೆ ಆದರ್ಶವಾಗುತ್ತಿತ್ತು. ಆದರೆ, ನೀವು ಆ ರೀತಿ ಮಾಡುತ್ತಿಲ್ಲ ಎಂದು ನಾಗರಾಜ್ ಯಾದವ್ ಟೀಕಿಸಿದರು. ರಾಜ್ಯದ ಮುಖ್ಯಮಂತ್ರಿಗಳು ನಿಮಗೆ ಮನವಿ ಮಾಡಿಕೊಂಡಿದ್ದಾರೆ. ನಮ್ಮಲ್ಲಿ 40 ವಿಧಾನಪರಿಷತ್ ಸದಸ್ಯರಿದ್ದಾರೆ. ಅವರಿಂದ ನಮಗೆ ಅವಕಾಶ ನೀಡಬೇಕು ಬಿಟ್ಟರೆ ಇದೆ ಅಂತಾ ಕೇಳಿ ಕೊಂಡರು. ಹೊರಟ್ಟಿ ಅವರು 75 ಸದಸ್ಯರನ್ನು ಕೇಳಿಕೊಂಡು ಹೇಳುತ್ತೇನೆ ಎಂದಿದ್ದರೆ, ಅದು ಬೇರೆ ಇರುತ್ತಿತ್ತು ಆದರೆ, ನಾನು: [523, 576, 682, 801]
story5-headline: ಒಳಮೀಸಲಾತಿ ಬಗ್ಗೆ ಸಂಪುಟ ಸಭೆ ಕೈಗೊಂಡ ನಿರ್ಣಯ ಪ್ರಶ್ನಿಸಿ ಅರ್ಜಿ:ಸರ್ಕಾರಕ್ಕೆ ಹೈಕೋರ್ಟ್ ನೋಟಿಸ್: [316, 1766, 1377, 1803]
mic-ani-label: ANI: [1068, 576, 1107, 601]
paper-name: ದೂರ ದೃಷ್ಟಿ ಕನ್ನಡ ದಿನ ಪತ್ರಿಕೆ: [277, 193, 421, 210]
